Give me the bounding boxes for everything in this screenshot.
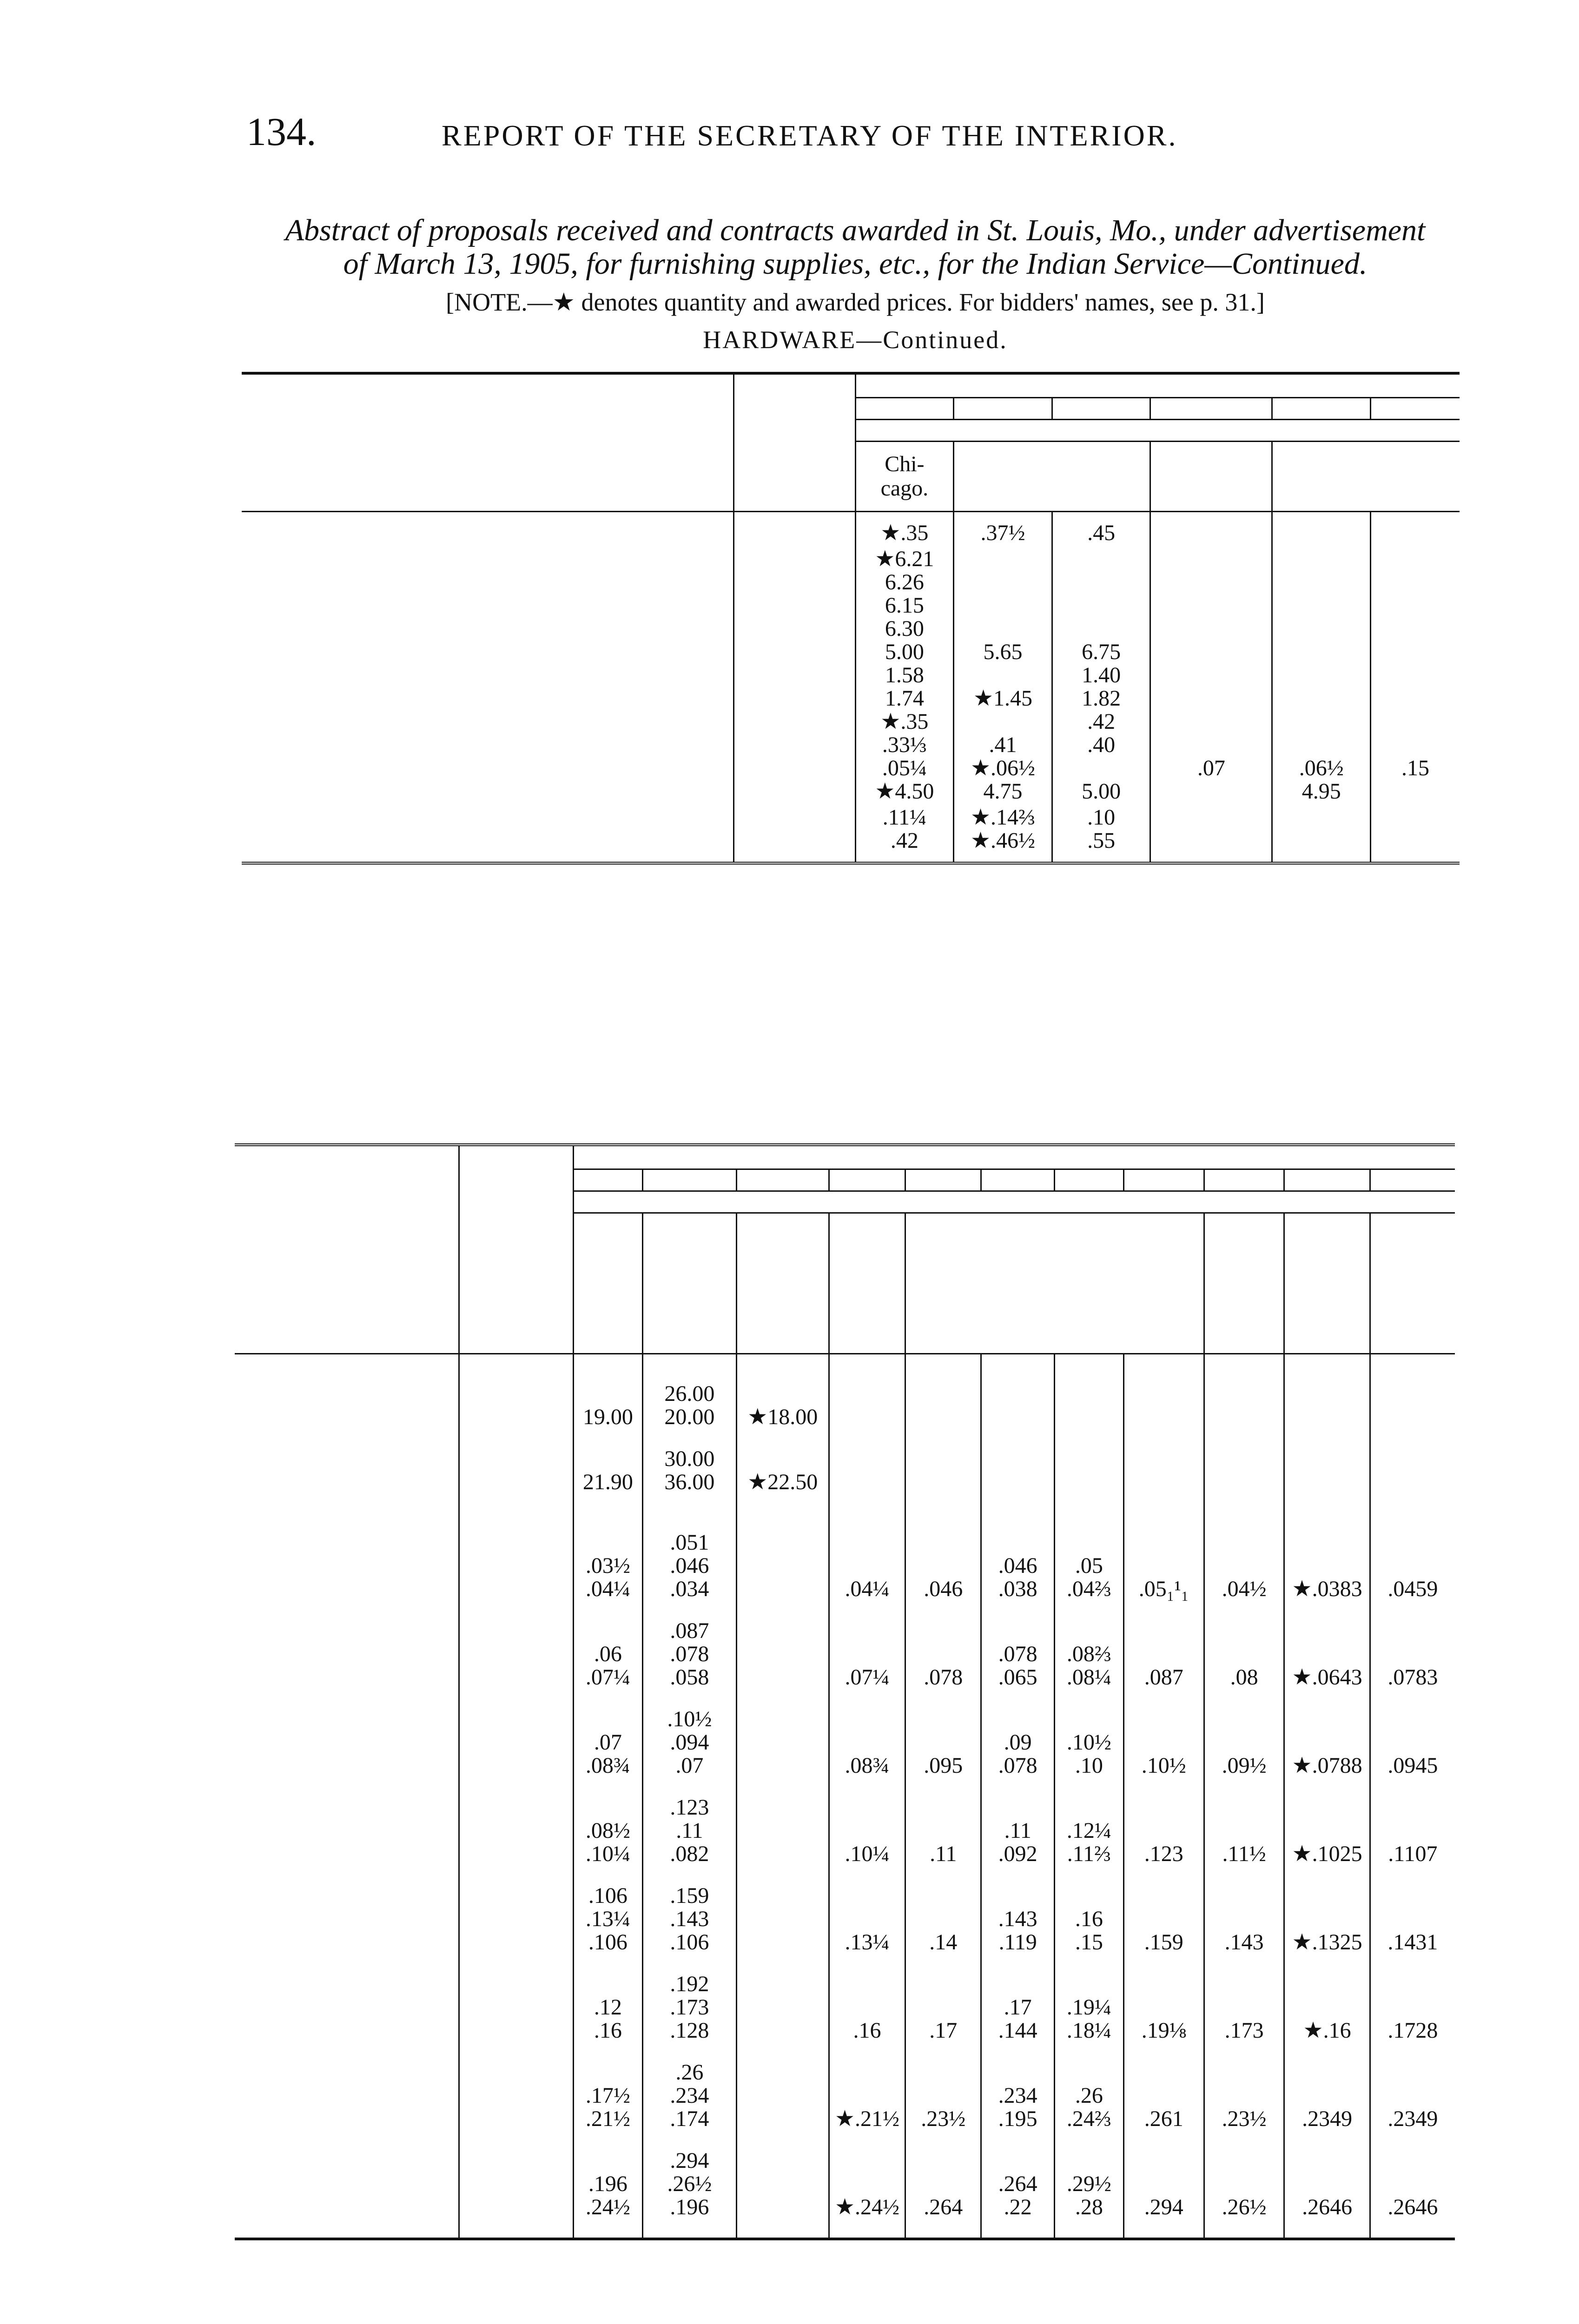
bid-price: .095	[905, 1708, 981, 1796]
bid-price	[1370, 1447, 1455, 1512]
bid-price: .264 .22	[981, 2149, 1055, 2239]
bid-price: 4.75	[954, 780, 1052, 803]
bid-price: .19¼ .18¼	[1055, 1973, 1124, 2061]
bid-price: 19.00	[573, 1382, 642, 1447]
bid-price: .05¼	[855, 757, 954, 780]
bidder-number	[642, 1169, 736, 1191]
bid-price	[642, 1364, 736, 1382]
item-description	[235, 2061, 459, 2149]
bidder-number	[1052, 398, 1150, 420]
bid-price: .11½	[1204, 1796, 1284, 1884]
running-title: REPORT OF THE SECRETARY OF THE INTERIOR.	[442, 119, 1178, 152]
bid-price	[736, 1512, 829, 1531]
bid-price: .12¼ .11⅔	[1055, 1796, 1124, 1884]
bid-price	[1204, 1447, 1284, 1512]
bid-price	[1272, 548, 1371, 664]
bid-price: ★.21½	[829, 2061, 905, 2149]
bid-price: .0459	[1370, 1531, 1455, 1619]
bidder-number	[736, 1169, 829, 1191]
bid-price: .046	[905, 1531, 981, 1619]
bid-price: .2646	[1284, 2149, 1370, 2239]
quantity-awarded	[459, 1512, 573, 1531]
bid-price: .16	[829, 1973, 905, 2061]
bid-price	[1150, 710, 1272, 757]
bid-price	[1371, 664, 1460, 710]
delivery-point	[1150, 442, 1272, 512]
bid-price	[736, 2149, 829, 2239]
quantity-awarded	[459, 1619, 573, 1708]
quantity-awarded	[733, 548, 855, 664]
points-header	[855, 420, 1460, 442]
table-row	[235, 1512, 1455, 1531]
quantity-awarded	[733, 710, 855, 757]
bid-price: .1728	[1370, 1973, 1455, 2061]
bid-price: .05 .04⅔	[1055, 1531, 1124, 1619]
bid-price	[1052, 757, 1150, 780]
bid-price	[1204, 1382, 1284, 1447]
bid-price: ★22.50	[736, 1447, 829, 1512]
bid-price: ★.35	[855, 522, 954, 545]
bid-price: .13¼	[829, 1884, 905, 1973]
item-description	[235, 1531, 459, 1619]
bid-price: .06 .07¼	[573, 1619, 642, 1708]
bid-price: .19⅛	[1123, 1973, 1204, 2061]
bid-price: .09½	[1204, 1708, 1284, 1796]
item-description	[235, 1796, 459, 1884]
bidders-header	[573, 1145, 1455, 1169]
bid-price: 21.90	[573, 1447, 642, 1512]
bid-price: .07¼	[829, 1619, 905, 1708]
quantity-awarded	[459, 1531, 573, 1619]
delivery-point: Chi- cago.	[855, 442, 954, 512]
bid-price: .234 .195	[981, 2061, 1055, 2149]
bid-price	[1371, 710, 1460, 757]
bid-price	[829, 1382, 905, 1447]
bid-price	[981, 1512, 1055, 1531]
bid-price: .12 .16	[573, 1973, 642, 2061]
bid-price: .087	[1123, 1619, 1204, 1708]
bid-price: ★.0643	[1284, 1619, 1370, 1708]
bid-price	[1284, 1512, 1370, 1531]
bid-price	[1284, 1382, 1370, 1447]
class-heading	[235, 1145, 459, 1354]
item-description	[235, 1619, 459, 1708]
table-row	[235, 1708, 1455, 1796]
item-description	[235, 1364, 459, 1382]
bid-price: ★4.50	[855, 780, 954, 803]
item-description	[235, 1382, 459, 1447]
item-description	[235, 1512, 459, 1531]
table-row	[235, 1364, 1455, 1382]
quantity-awarded	[459, 2149, 573, 2239]
bid-price: .37½	[954, 522, 1052, 545]
bid-price: .1107	[1370, 1796, 1455, 1884]
bid-price: .14	[905, 1884, 981, 1973]
bid-price	[1371, 548, 1460, 664]
quantity-awarded	[459, 1447, 573, 1512]
bid-price: ★.24½	[829, 2149, 905, 2239]
bid-price: .16 .15	[1055, 1884, 1124, 1973]
bid-price	[1150, 664, 1272, 710]
bid-price	[736, 1531, 829, 1619]
bidder-number	[1123, 1169, 1204, 1191]
item-description	[242, 522, 733, 545]
bid-price: .26 .234 .174	[642, 2061, 736, 2149]
bid-price: .11	[905, 1796, 981, 1884]
item-description	[235, 1973, 459, 2061]
bid-price	[736, 1973, 829, 2061]
bid-price	[1371, 806, 1460, 829]
table-row	[242, 806, 1460, 829]
item-description	[242, 780, 733, 803]
table-row	[242, 522, 1460, 545]
bid-price: .123	[1123, 1796, 1204, 1884]
bid-price	[981, 1364, 1055, 1382]
bid-price: .06½	[1272, 757, 1371, 780]
bidder-number	[573, 1169, 642, 1191]
quantity-awarded	[733, 829, 855, 852]
bid-price: .196 .24½	[573, 2149, 642, 2239]
bidder-number	[1272, 398, 1371, 420]
bid-price: .17½ .21½	[573, 2061, 642, 2149]
table-row	[242, 780, 1460, 803]
table-row	[242, 829, 1460, 852]
bid-price	[1370, 1382, 1455, 1447]
bid-price: .45	[1052, 522, 1150, 545]
bid-price: .10½ .10	[1055, 1708, 1124, 1796]
quantity-awarded	[459, 1382, 573, 1447]
bid-price: .03½ .04¼	[573, 1531, 642, 1619]
bid-price: .26 .24⅔	[1055, 2061, 1124, 2149]
bid-price	[573, 1512, 642, 1531]
item-description	[242, 829, 733, 852]
bid-price	[736, 1884, 829, 1973]
note-line: [NOTE.—★ denotes quantity and awarded prices. For bidders' names, see p. 31.]	[446, 288, 1265, 316]
delivery-point	[736, 1213, 829, 1354]
bid-price	[1123, 1382, 1204, 1447]
delivery-point	[573, 1213, 642, 1354]
bid-price	[829, 1512, 905, 1531]
bid-price: .42	[855, 829, 954, 852]
qty-header	[459, 1145, 573, 1354]
bid-price	[1204, 1364, 1284, 1382]
abstract-line-1: Abstract of proposals received and contracts awarded in St. Louis, Mo., under advertisement	[285, 213, 1426, 247]
bid-price	[736, 1796, 829, 1884]
bid-price	[981, 1382, 1055, 1447]
bid-price: ★.35 .33⅓	[855, 710, 954, 757]
quantity-awarded	[459, 1973, 573, 2061]
bid-price: ★6.21 6.26 6.15 6.30 5.00	[855, 548, 954, 664]
bid-price	[1150, 522, 1272, 545]
table-row	[235, 1973, 1455, 2061]
bid-price	[736, 2061, 829, 2149]
quantity-awarded	[733, 522, 855, 545]
page-number: 134.	[246, 109, 317, 154]
bid-price: .2646	[1370, 2149, 1455, 2239]
bid-price	[1123, 1512, 1204, 1531]
delivery-point	[642, 1213, 736, 1354]
delivery-point	[1272, 442, 1460, 512]
table-row	[235, 1531, 1455, 1619]
bid-price: .264	[905, 2149, 981, 2239]
bid-price	[1055, 1512, 1124, 1531]
bid-price: .046 .038	[981, 1531, 1055, 1619]
item-description	[235, 1884, 459, 1973]
bid-price: ★.16	[1284, 1973, 1370, 2061]
bidder-number	[1371, 398, 1460, 420]
bid-price: .078	[905, 1619, 981, 1708]
table-row	[242, 548, 1460, 664]
bid-price	[573, 1364, 642, 1382]
bidder-number	[954, 398, 1052, 420]
table-row	[242, 710, 1460, 757]
table-row	[242, 664, 1460, 710]
bid-price: ★.14⅔	[954, 806, 1052, 829]
table-row	[235, 1884, 1455, 1973]
delivery-point	[1284, 1213, 1370, 1354]
bid-price: .2349	[1370, 2061, 1455, 2149]
bidder-number	[829, 1169, 905, 1191]
bid-price	[1272, 664, 1371, 710]
bid-price	[1150, 548, 1272, 664]
class-heading	[242, 373, 733, 512]
bid-price: .09 .078	[981, 1708, 1055, 1796]
item-description	[235, 1708, 459, 1796]
bid-price: .10¼	[829, 1796, 905, 1884]
bid-price: 4.95	[1272, 780, 1371, 803]
item-description	[242, 806, 733, 829]
bid-price: 6.75	[1052, 548, 1150, 664]
bid-price	[1204, 1512, 1284, 1531]
bid-price: ★18.00	[736, 1382, 829, 1447]
bid-price: ★.0788	[1284, 1708, 1370, 1796]
bid-price: 5.00	[1052, 780, 1150, 803]
bid-price: .08¾	[829, 1708, 905, 1796]
bid-price: .42 .40	[1052, 710, 1150, 757]
bid-price	[905, 1364, 981, 1382]
bid-price	[1055, 1447, 1124, 1512]
item-description	[235, 1447, 459, 1512]
section-title: HARDWARE—Continued.	[703, 326, 1008, 354]
bidder-number	[1284, 1169, 1370, 1191]
bidder-number	[1204, 1169, 1284, 1191]
bid-price	[1272, 829, 1371, 852]
bidders-header	[855, 373, 1460, 398]
quantity-awarded	[459, 1884, 573, 1973]
delivery-point	[1204, 1213, 1284, 1354]
table-row	[235, 1447, 1455, 1512]
item-description	[242, 548, 733, 664]
bid-price	[1284, 1364, 1370, 1382]
bid-price: .17 .144	[981, 1973, 1055, 2061]
bid-price: .143 .119	[981, 1884, 1055, 1973]
bid-price	[1150, 780, 1272, 803]
bid-price	[1272, 806, 1371, 829]
bid-price: .10	[1052, 806, 1150, 829]
bid-price: .04½	[1204, 1531, 1284, 1619]
bid-price: ★.46½	[954, 829, 1052, 852]
bid-price	[736, 1619, 829, 1708]
quantity-awarded	[733, 664, 855, 710]
bid-price	[1150, 829, 1272, 852]
bid-price	[1150, 806, 1272, 829]
bid-price	[642, 1512, 736, 1531]
bid-price: .106 .13¼ .106	[573, 1884, 642, 1973]
bid-price	[736, 1364, 829, 1382]
bid-price	[1371, 780, 1460, 803]
bid-price	[1371, 522, 1460, 545]
bid-price	[829, 1447, 905, 1512]
qty-header	[733, 373, 855, 512]
bid-price: .08	[1204, 1619, 1284, 1708]
table-row	[242, 757, 1460, 780]
bid-price	[1370, 1364, 1455, 1382]
bid-price: .08½ .10¼	[573, 1796, 642, 1884]
bid-price	[1272, 710, 1371, 757]
bid-price: 30.00 36.00	[642, 1447, 736, 1512]
quantity-awarded	[459, 2061, 573, 2149]
bid-price	[1284, 1447, 1370, 1512]
bid-price: .23½	[1204, 2061, 1284, 2149]
quantity-awarded	[733, 780, 855, 803]
abstract-line-2: of March 13, 1905, for furnishing supplies, etc., for the Indian Service—Continued.	[343, 247, 1368, 281]
bid-price	[1055, 1364, 1124, 1382]
bid-price: .078 .065	[981, 1619, 1055, 1708]
bid-price	[829, 1364, 905, 1382]
bid-price: .11 .092	[981, 1796, 1055, 1884]
table-row	[235, 1796, 1455, 1884]
bidder-number	[1055, 1169, 1124, 1191]
delivery-point	[954, 442, 1150, 512]
bid-price	[905, 1447, 981, 1512]
bid-price: .11¼	[855, 806, 954, 829]
bidder-number	[1150, 398, 1272, 420]
table-row	[235, 1382, 1455, 1447]
delivery-point	[1370, 1213, 1455, 1354]
bidder-number	[1370, 1169, 1455, 1191]
bidder-number	[905, 1169, 981, 1191]
bid-price	[1123, 1364, 1204, 1382]
quantity-awarded	[459, 1708, 573, 1796]
bid-price: .294	[1123, 2149, 1204, 2239]
bid-price	[905, 1512, 981, 1531]
bid-price	[736, 1708, 829, 1796]
quantity-awarded	[733, 806, 855, 829]
bid-price: ★.0383	[1284, 1531, 1370, 1619]
bid-price: .05₁¹₁	[1123, 1531, 1204, 1619]
bid-price: .0945	[1370, 1708, 1455, 1796]
bid-price: .15	[1371, 757, 1460, 780]
bid-price: .10½ .094 .07	[642, 1708, 736, 1796]
bid-price: .173	[1204, 1973, 1284, 2061]
bid-price: .08⅔ .08¼	[1055, 1619, 1124, 1708]
points-header	[573, 1191, 1455, 1213]
bid-price: .55	[1052, 829, 1150, 852]
bid-price: ★.1025	[1284, 1796, 1370, 1884]
bid-price	[1123, 1447, 1204, 1512]
bid-price: .23½	[905, 2061, 981, 2149]
bid-price: .123 .11 .082	[642, 1796, 736, 1884]
delivery-point	[829, 1213, 905, 1354]
delivery-point	[905, 1213, 1204, 1354]
bid-price: .04¼	[829, 1531, 905, 1619]
bid-price: .051 .046 .034	[642, 1531, 736, 1619]
bid-price: .17	[905, 1973, 981, 2061]
bid-price	[1272, 522, 1371, 545]
quantity-awarded	[459, 1796, 573, 1884]
bid-price: .159	[1123, 1884, 1204, 1973]
bid-price: .0783	[1370, 1619, 1455, 1708]
abstract-caption	[242, 214, 1469, 281]
bid-price	[1055, 1382, 1124, 1447]
table-row	[235, 1619, 1455, 1708]
bid-price: ★.1325	[1284, 1884, 1370, 1973]
hardware-table-1	[242, 372, 1460, 865]
table-row	[235, 2149, 1455, 2239]
bid-price	[1371, 829, 1460, 852]
hardware-table-2	[235, 1143, 1455, 2240]
item-description	[242, 664, 733, 710]
bid-price: .192 .173 .128	[642, 1973, 736, 2061]
bid-price: .07 .08¾	[573, 1708, 642, 1796]
bid-price: .10½	[1123, 1708, 1204, 1796]
bidder-number	[981, 1169, 1055, 1191]
bid-price: ★.06½	[954, 757, 1052, 780]
item-description	[242, 710, 733, 757]
bid-price: .26½	[1204, 2149, 1284, 2239]
bidder-number	[855, 398, 954, 420]
table-row	[235, 2061, 1455, 2149]
quantity-awarded	[459, 1364, 573, 1382]
bid-price: .143	[1204, 1884, 1284, 1973]
bid-price	[905, 1382, 981, 1447]
bid-price: 26.00 20.00	[642, 1382, 736, 1447]
bid-price: .261	[1123, 2061, 1204, 2149]
bid-price: .2349	[1284, 2061, 1370, 2149]
bid-price: .29½ .28	[1055, 2149, 1124, 2239]
bid-price: .087 .078 .058	[642, 1619, 736, 1708]
bid-price: 1.58 1.74	[855, 664, 954, 710]
bid-price	[1370, 1512, 1455, 1531]
bid-price: ★1.45	[954, 664, 1052, 710]
bid-price: 1.40 1.82	[1052, 664, 1150, 710]
bid-price: .294 .26½ .196	[642, 2149, 736, 2239]
quantity-awarded	[733, 757, 855, 780]
bid-price: .1431	[1370, 1884, 1455, 1973]
bid-price: 5.65	[954, 548, 1052, 664]
bid-price: .07	[1150, 757, 1272, 780]
item-description	[235, 2149, 459, 2239]
item-description	[242, 757, 733, 780]
bid-price	[981, 1447, 1055, 1512]
bid-price: .41	[954, 710, 1052, 757]
bid-price: .159 .143 .106	[642, 1884, 736, 1973]
